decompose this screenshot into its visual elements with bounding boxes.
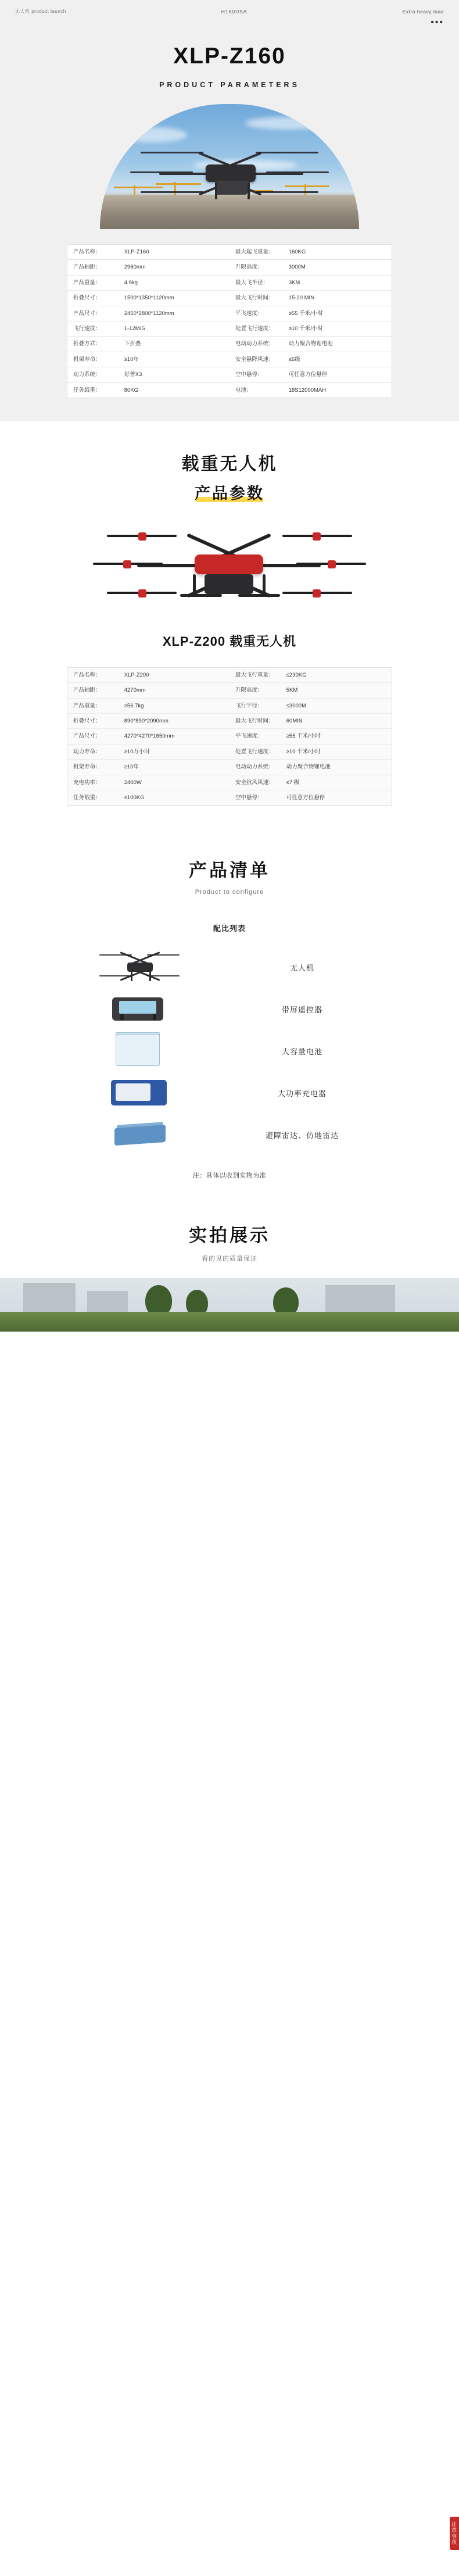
- page-subtitle: PRODUCT PARAMETERS: [159, 81, 300, 89]
- spec-key: 升限高度：: [235, 687, 263, 694]
- section4-subheading: 看的见的质量保证: [202, 1255, 257, 1263]
- spec-value: 好普X3: [124, 371, 142, 378]
- spec-key: 机架寿命：: [73, 764, 101, 771]
- remote-controller-icon: [67, 988, 212, 1030]
- list-item-label: 大容量电池: [281, 1047, 322, 1056]
- spec-value: 4270mm: [124, 687, 146, 694]
- table-row: [67, 291, 392, 306]
- packing-list-title: 配比列表: [213, 924, 246, 933]
- list-item: [67, 1030, 392, 1072]
- table-row: [67, 760, 392, 775]
- spec-value: ≥55 千米/小时: [286, 733, 321, 740]
- table-row: [67, 775, 392, 790]
- spec-key: 折叠方式：: [73, 341, 101, 348]
- charger-icon: [67, 1072, 212, 1114]
- spec-value: 160KG: [288, 249, 306, 255]
- section3-subheading: Product to configure: [195, 889, 264, 896]
- spec-value: ≥10 千米/小时: [288, 325, 323, 332]
- spec-value: ≥10 千米/小时: [286, 748, 321, 755]
- spec-key: 平飞速度：: [235, 733, 263, 740]
- spec-value: ≤3000M: [286, 702, 306, 709]
- table-row: [67, 714, 392, 729]
- section-real-photos: [0, 1197, 459, 1332]
- table-row: [67, 337, 392, 352]
- spec-value: 15-20 MIN: [288, 295, 315, 302]
- table-row: [67, 260, 392, 275]
- section3-heading: 产品清单: [189, 860, 270, 881]
- spec-value: ≤7 级: [286, 779, 300, 786]
- drone-illustration: [134, 145, 325, 207]
- table-row: [67, 745, 392, 760]
- spec-key: 产品轴距：: [73, 264, 101, 271]
- section4-heading: 实拍展示: [189, 1225, 270, 1246]
- spec-value: ≥10年: [124, 356, 139, 363]
- spec-key: 产品尺寸：: [73, 733, 101, 740]
- spec-key: 动力寿命：: [73, 748, 101, 755]
- top-bar: [0, 0, 459, 20]
- spec-value: 1500*1350*1120mm: [124, 295, 174, 302]
- spec-value: ≥55 千米/小时: [288, 310, 323, 317]
- spec-key: 升限高度：: [235, 264, 263, 271]
- spec-value: 2400W: [124, 779, 142, 786]
- spec-value: 60MIN: [286, 718, 303, 725]
- spec-table-xlpz200: [67, 667, 392, 806]
- spec-value: ≥10年: [124, 764, 139, 771]
- spec-value: 2450*2800*1120mm: [124, 310, 174, 317]
- spec-key: 机架寿命：: [73, 356, 101, 363]
- list-item-label: 带屏遥控器: [281, 1005, 322, 1014]
- table-row: [67, 383, 392, 398]
- table-row: [67, 306, 392, 321]
- spec-key: 飞行半径：: [235, 702, 263, 709]
- photo-strip: [0, 1278, 459, 1332]
- spec-key: 产品名称：: [73, 249, 101, 255]
- spec-value: 1-12M/S: [124, 325, 145, 332]
- table-row: [67, 321, 392, 337]
- spec-key: 飞行速度：: [73, 325, 101, 332]
- packing-list: [67, 946, 392, 1155]
- spec-value: 动力聚合物锂电池: [288, 341, 333, 348]
- section-product-list: [0, 829, 459, 1197]
- spec-value: 下折叠: [124, 341, 141, 348]
- spec-key: 空中悬停：: [235, 371, 263, 378]
- spec-key: 产品重量：: [73, 702, 101, 709]
- more-options-icon[interactable]: •••: [431, 17, 444, 27]
- table-row: [67, 367, 392, 382]
- spec-value: 动力聚合物锂电池: [286, 764, 331, 771]
- spec-key: 安全抗风风速：: [235, 779, 274, 786]
- hero-image: [100, 104, 359, 229]
- spec-value: 可任意方位悬停: [288, 371, 328, 378]
- list-item: [67, 946, 392, 988]
- header-right-note: Extra heavy load: [402, 8, 444, 15]
- side-tab-notice[interactable]: 注意事项: [450, 2517, 459, 2550]
- spec-value: 890*890*2090mm: [124, 718, 168, 725]
- hero-image-frame: [100, 104, 359, 229]
- spec-value: ≤6级: [288, 356, 300, 363]
- table-row: [67, 790, 392, 805]
- list-item-label: 无人机: [289, 963, 314, 972]
- table-row: [67, 276, 392, 291]
- spec-key: 最大飞行重量：: [235, 671, 274, 678]
- spec-value: 4.9kg: [124, 279, 138, 286]
- spec-value: 18S12000MAH: [288, 387, 327, 393]
- spec-key: 动力系统：: [73, 371, 101, 378]
- spec-key: 电池：: [235, 387, 252, 393]
- spec-value: 80KG: [124, 387, 139, 393]
- spec-key: 处置飞行速度：: [235, 325, 274, 332]
- list-item-label: 大功率充电器: [277, 1089, 327, 1098]
- spec-value: ≤230KG: [286, 671, 307, 678]
- spec-key: 最大起飞重量：: [235, 249, 274, 255]
- section2-model-title: XLP-Z200 载重无人机: [162, 634, 297, 649]
- spec-table-xlpz160: [67, 244, 392, 398]
- section2-subheading: 产品参数: [195, 481, 264, 503]
- spec-value: 5KM: [286, 687, 298, 694]
- spec-key: 电动动力系统：: [235, 764, 274, 771]
- spec-value: 3000M: [288, 264, 306, 271]
- list-item: [67, 1072, 392, 1114]
- spec-key: 充电功率：: [73, 779, 101, 786]
- spec-value: 可任意方位悬停: [286, 795, 325, 802]
- spec-key: 任务载重：: [73, 387, 101, 393]
- spec-key: 折叠尺寸：: [73, 718, 101, 725]
- spec-key: 任务载重：: [73, 795, 101, 802]
- spec-key: 电动动力系统：: [235, 341, 274, 348]
- spec-value: 2960mm: [124, 264, 146, 271]
- spec-value: 4270*4270*1650mm: [124, 733, 175, 740]
- page-title: XLP-Z160: [173, 44, 286, 69]
- spec-value: ≤100KG: [124, 795, 145, 802]
- spec-key: 折叠尺寸：: [73, 295, 101, 302]
- spec-value: ≥56.7kg: [124, 702, 144, 709]
- section-product-xlpz160: [0, 0, 459, 421]
- radar-icon: [67, 1114, 212, 1155]
- spec-value: 3KM: [288, 279, 300, 286]
- table-row: [67, 699, 392, 714]
- table-row: [67, 683, 392, 698]
- table-row: [67, 729, 392, 744]
- spec-key: 产品轴距：: [73, 687, 101, 694]
- packing-note: 注：具体以收到实物为准: [192, 1172, 267, 1180]
- spec-key: 空中悬停：: [235, 795, 263, 802]
- spec-value: XLP-Z160: [124, 249, 149, 255]
- battery-icon: [67, 1030, 212, 1072]
- table-row: [67, 352, 392, 367]
- spec-key: 安全悬降风速：: [235, 356, 274, 363]
- spec-key: 最大飞半径：: [235, 279, 269, 286]
- spec-key: 最大飞行时间：: [235, 295, 274, 302]
- spec-key: 最大飞行时间：: [235, 718, 274, 725]
- spec-key: 产品尺寸：: [73, 310, 101, 317]
- list-item: [67, 988, 392, 1030]
- table-row: [67, 668, 392, 683]
- section-product-xlpz200: [0, 421, 459, 829]
- drone-red-illustration: [93, 524, 366, 614]
- header-middle-note: H160USA: [221, 8, 248, 15]
- list-item: [67, 1114, 392, 1155]
- table-row: [67, 245, 392, 260]
- spec-key: 处置飞行速度：: [235, 748, 274, 755]
- header-left-note: 无人机 product launch: [15, 9, 66, 14]
- spec-key: 产品重量：: [73, 279, 101, 286]
- section2-heading: 载重无人机: [181, 454, 278, 474]
- spec-key: 产品名称：: [73, 671, 101, 678]
- spec-key: 平飞速度：: [235, 310, 263, 317]
- drone-icon: [67, 946, 212, 988]
- spec-value: ≥10万小时: [124, 748, 150, 755]
- list-item-label: 避障雷达、仿地雷达: [265, 1130, 339, 1140]
- spec-value: XLP-Z200: [124, 671, 149, 678]
